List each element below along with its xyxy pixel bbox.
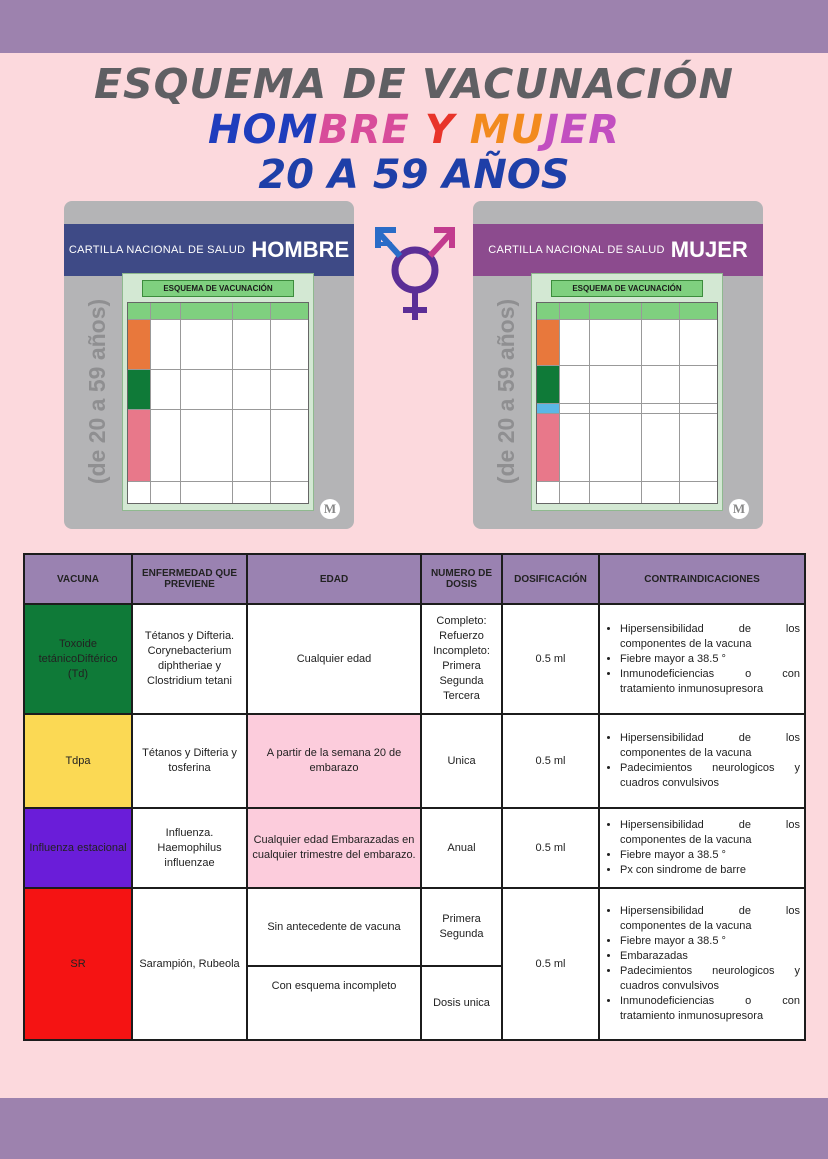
- table-row: [24, 604, 805, 714]
- hombre-sheet: [122, 273, 314, 511]
- contraindicacion-item: • Hipersensibilidad de los componentes de la vacuna: [620, 622, 800, 652]
- enfermedad-cell: Sarampión, Rubeola: [132, 888, 247, 1040]
- header-dosis: NUMERO DE DOSIS: [421, 554, 502, 604]
- mujer-sheet: [531, 273, 723, 511]
- contraindicacion-item: • Fiebre mayor a 38.5 °: [620, 848, 800, 863]
- dosis-cell: Dosis unica: [421, 966, 502, 1040]
- hombre-card-header-big: HOMBRE: [251, 237, 350, 262]
- table-row: [24, 888, 805, 966]
- page-title: ESQUEMA DE VACUNACIÓN: [94, 60, 734, 108]
- hombre-vertical-label: (de 20 a 59 años): [84, 298, 111, 484]
- enfermedad-cell: Influenza. Haemophilus influenzae: [132, 808, 247, 888]
- dosificacion-cell: 0.5 ml: [502, 604, 599, 714]
- contraindicaciones-cell: [599, 714, 805, 808]
- contraindicacion-item: • Padecimientos neurologicos y cuadros convulsivos: [620, 761, 800, 791]
- contraindicacion-item: • Padecimientos neurologicos y cuadros convulsivos: [620, 964, 800, 994]
- hombre-card: [64, 201, 354, 529]
- subtitle-segment: MU: [469, 107, 545, 153]
- contraindicacion-item: • Hipersensibilidad de los componentes de la vacuna: [620, 818, 800, 848]
- edad-cell: Sin antecedente de vacuna: [247, 888, 421, 966]
- bottom-banner: [0, 1098, 828, 1159]
- hombre-sheet-grid: [127, 302, 309, 504]
- mujer-logo: M: [729, 499, 749, 519]
- contraindicaciones-cell: [599, 808, 805, 888]
- vacuna-cell: Tdpa: [24, 714, 132, 808]
- dosificacion-cell: 0.5 ml: [502, 714, 599, 808]
- edad-cell: Cualquier edad: [247, 604, 421, 714]
- header-vacuna: VACUNA: [24, 554, 132, 604]
- subtitle-segment: HOM: [207, 107, 319, 153]
- mujer-sheet-title: ESQUEMA DE VACUNACIÓN: [551, 280, 703, 297]
- contraindicacion-item: • Inmunodeficiencias o con tratamiento inmunosupresora: [620, 994, 800, 1024]
- dosis-cell: Unica: [421, 714, 502, 808]
- mujer-card-header: [473, 224, 763, 276]
- header-contraindicaciones: CONTRAINDICACIONES: [599, 554, 805, 604]
- contraindicacion-item: • Inmunodeficiencias o con tratamiento inmunosupresora: [620, 667, 800, 697]
- top-banner: [0, 0, 828, 53]
- hombre-logo: M: [320, 499, 340, 519]
- edad-cell: Con esquema incompleto: [247, 966, 421, 1040]
- hombre-sheet-title: ESQUEMA DE VACUNACIÓN: [142, 280, 294, 297]
- header-enfermedad: ENFERMEDAD QUE PREVIENE: [132, 554, 247, 604]
- vacuna-cell: Influenza estacional: [24, 808, 132, 888]
- transgender-symbol-icon: [372, 222, 458, 326]
- vacuna-cell: Toxoide tetánicoDiftérico (Td): [24, 604, 132, 714]
- contraindicacion-item: • Px con sindrome de barre: [620, 863, 800, 878]
- dosis-cell: Primera Segunda: [421, 888, 502, 966]
- mujer-card: [473, 201, 763, 529]
- age-range: 20 A 59 AÑOS: [258, 152, 570, 198]
- table-row: [24, 714, 805, 808]
- hombre-card-header-small: CARTILLA NACIONAL DE SALUD: [68, 244, 246, 256]
- header-dosificacion: DOSIFICACIÓN: [502, 554, 599, 604]
- contraindicacion-item: • Fiebre mayor a 38.5 °: [620, 652, 800, 667]
- subtitle-segment: BRE: [318, 107, 410, 153]
- edad-cell: A partir de la semana 20 de embarazo: [247, 714, 421, 808]
- mujer-vertical-label: (de 20 a 59 años): [493, 298, 520, 484]
- contraindicaciones-cell: [599, 604, 805, 714]
- subtitle-segment: Y: [409, 107, 470, 153]
- dosificacion-cell: 0.5 ml: [502, 808, 599, 888]
- mujer-card-header-small: CARTILLA NACIONAL DE SALUD: [488, 244, 665, 256]
- contraindicacion-item: • Fiebre mayor a 38.5 °: [620, 934, 800, 949]
- contraindicacion-item: • Hipersensibilidad de los componentes de la vacuna: [620, 904, 800, 934]
- mujer-card-header-big: MUJER: [670, 237, 748, 262]
- contraindicacion-item: • Embarazadas: [620, 949, 800, 964]
- mujer-sheet-grid: [536, 302, 718, 504]
- contraindicacion-item: • Hipersensibilidad de los componentes de la vacuna: [620, 731, 800, 761]
- dosis-cell: Anual: [421, 808, 502, 888]
- dosis-cell: Completo: Refuerzo Incompleto: Primera Segunda Tercera: [421, 604, 502, 714]
- table-row: [24, 808, 805, 888]
- subtitle-segment: JER: [544, 107, 621, 153]
- vaccination-table: [23, 553, 806, 1041]
- hombre-card-header: [64, 224, 354, 276]
- enfermedad-cell: Tétanos y Difteria y tosferina: [132, 714, 247, 808]
- enfermedad-cell: Tétanos y Difteria. Corynebacterium diphtheriae y Clostridium tetani: [132, 604, 247, 714]
- table-header-row: [24, 554, 805, 604]
- contraindicaciones-cell: [599, 888, 805, 1040]
- dosificacion-cell: 0.5 ml: [502, 888, 599, 1040]
- vacuna-cell: SR: [24, 888, 132, 1040]
- edad-cell: Cualquier edad Embarazadas en cualquier trimestre del embarazo.: [247, 808, 421, 888]
- page-subtitle: [0, 107, 828, 153]
- header-edad: EDAD: [247, 554, 421, 604]
